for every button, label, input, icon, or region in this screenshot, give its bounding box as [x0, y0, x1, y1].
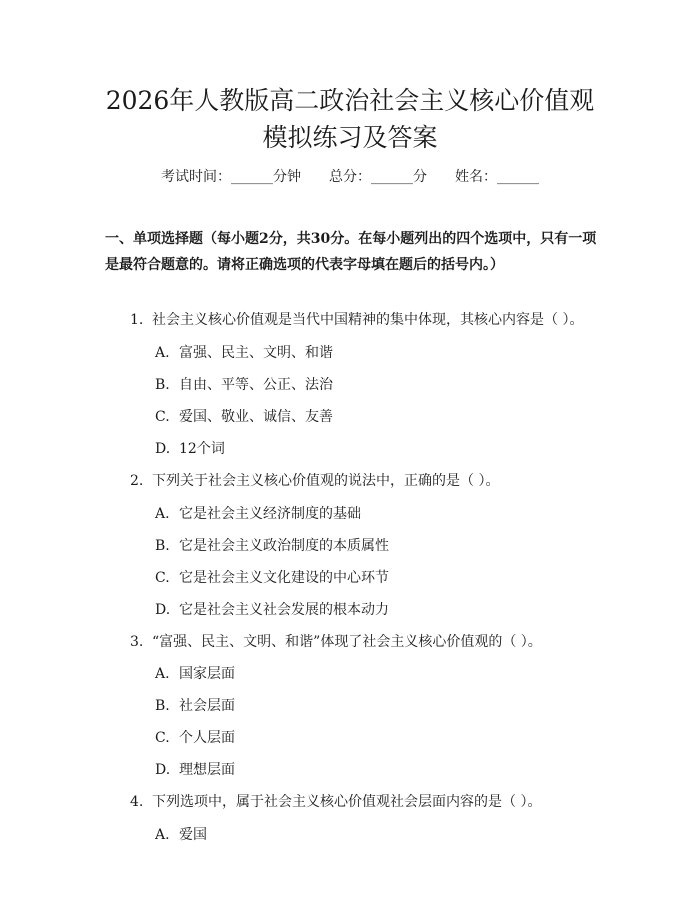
option-letter: C. — [155, 730, 170, 746]
question-number: 1. — [130, 312, 144, 328]
question-option — [155, 824, 575, 846]
question-number: 4. — [130, 794, 144, 810]
question-number: 2. — [130, 473, 144, 489]
question-number: 3. — [130, 634, 144, 650]
question-option — [155, 438, 575, 460]
question-option — [155, 663, 575, 685]
section-heading-single-choice: 一、单项选择题（每小题2分，共30分。在每小题列出的四个选项中，只有一项是最符合题意的。请将正确选项的代表字母填在题后的括号内。） — [105, 231, 597, 273]
option-letter: A. — [155, 666, 170, 682]
option-text: 爱国、敬业、诚信、友善 — [179, 409, 333, 425]
option-text: 社会层面 — [179, 698, 235, 714]
question-option — [155, 342, 575, 364]
total-score-field: 总分：______分 — [329, 169, 427, 185]
question-option — [155, 406, 575, 428]
option-letter: D. — [155, 602, 171, 618]
option-text: 它是社会主义经济制度的基础 — [179, 506, 361, 522]
option-letter: D. — [155, 762, 171, 778]
question-text: 社会主义核心价值观是当代中国精神的集中体现，其核心内容是（ ）。 — [152, 312, 584, 328]
question-stem — [130, 309, 610, 331]
option-text: 自由、平等、公正、法治 — [179, 377, 333, 393]
question-option — [155, 535, 575, 557]
option-text: 爱国 — [179, 827, 207, 843]
question-stem — [130, 470, 610, 492]
question-option — [155, 374, 575, 396]
question-text: “富强、民主、文明、和谐”体现了社会主义核心价值观的（ ）。 — [152, 634, 542, 650]
question-option — [155, 567, 575, 589]
option-letter: A. — [155, 827, 170, 843]
option-text: 个人层面 — [179, 730, 235, 746]
document-title-line1: 2026年人教版高二政治社会主义核心价值观 — [105, 86, 595, 115]
option-text: 12个词 — [179, 441, 225, 457]
option-letter: B. — [155, 377, 170, 393]
question-stem — [130, 791, 610, 813]
question-option — [155, 695, 575, 717]
option-text: 它是社会主义文化建设的中心环节 — [179, 570, 389, 586]
question-option — [155, 599, 575, 621]
question-text: 下列关于社会主义核心价值观的说法中，正确的是（ ）。 — [152, 473, 500, 489]
option-letter: C. — [155, 570, 170, 586]
exam-time-field: 考试时间：______分钟 — [161, 169, 301, 185]
option-text: 富强、民主、文明、和谐 — [179, 345, 333, 361]
question-option — [155, 759, 575, 781]
option-letter: C. — [155, 409, 170, 425]
question-option — [155, 727, 575, 749]
option-text: 它是社会主义政治制度的本质属性 — [179, 538, 389, 554]
question-option — [155, 503, 575, 525]
exam-info-bar — [0, 165, 700, 189]
option-letter: A. — [155, 345, 170, 361]
question-stem — [130, 631, 610, 653]
option-letter: A. — [155, 506, 170, 522]
option-text: 它是社会主义社会发展的根本动力 — [179, 602, 389, 618]
student-name-field: 姓名：______ — [455, 169, 539, 185]
option-letter: D. — [155, 441, 171, 457]
question-text: 下列选项中，属于社会主义核心价值观社会层面内容的是（ ）。 — [152, 794, 542, 810]
option-text: 理想层面 — [179, 762, 235, 778]
document-title-line2: 模拟练习及答案 — [262, 123, 438, 152]
option-letter: B. — [155, 698, 170, 714]
option-text: 国家层面 — [179, 666, 235, 682]
option-letter: B. — [155, 538, 170, 554]
